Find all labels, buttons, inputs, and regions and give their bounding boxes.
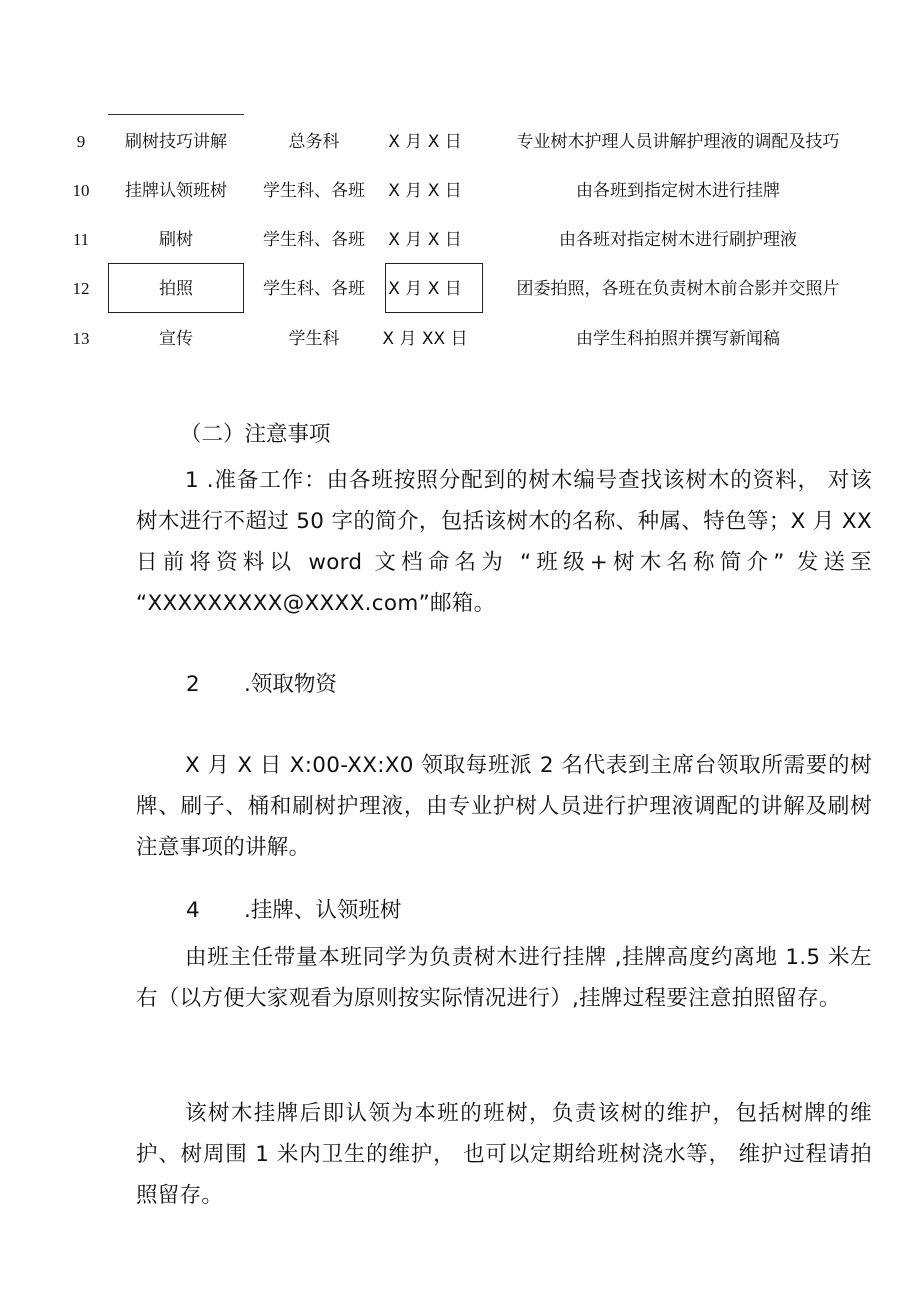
row-description: 由各班对指定树木进行刷护理液 [559, 230, 797, 250]
table-row [0, 324, 920, 354]
note-item-2-body: X 月 X 日 X:00-XX:X0 领取每班派 2 名代表到主席台领取所需要的树牌、刷子、桶和刷树护理液，由专业护树人员进行护理液调配的讲解及刷树注意事项的讲解。 [136, 753, 872, 860]
note-item-4-body: 由班主任带量本班同学为负责树木进行挂牌 ,挂牌高度约离地 1.5 米左右（以方便大家观看为原则按实际情况进行）,挂牌过程要注意拍照留存。 [136, 945, 872, 1011]
row-description: 专业树木护理人员讲解护理液的调配及技巧 [516, 132, 840, 152]
note-item-4-number: 4 [186, 898, 200, 923]
row-department: 学生科、各班 [263, 279, 365, 299]
table-top-rule [108, 114, 244, 115]
note-item-4-body-continued: 该树木挂牌后即认领为本班的班树，负责该树的维护，包括树牌的维护、树周围 1 米内卫生的维护， 也可以定期给班树浇水等， 维护过程请拍照留存。 [136, 1101, 872, 1208]
row-date: X 月 X 日 [388, 181, 462, 201]
note-item-2-title: .领取物资 [244, 672, 337, 697]
table-row [0, 225, 920, 255]
row-item: 宣传 [159, 329, 193, 349]
row-number: 9 [76, 132, 86, 151]
note-item-2-number: 2 [186, 672, 200, 697]
row-date: X 月 X 日 [388, 230, 462, 250]
row-date: X 月 X 日 [388, 279, 462, 299]
row-item: 挂牌认领班树 [125, 181, 227, 201]
section-heading: （二）注意事项 [180, 422, 331, 447]
row-number: 10 [72, 181, 90, 200]
row-description: 由各班到指定树木进行挂牌 [576, 181, 780, 201]
row-item: 拍照 [159, 279, 193, 299]
row-department: 学生科、各班 [263, 230, 365, 250]
row-date: X 月 XX 日 [382, 329, 468, 349]
note-item-4-title: .挂牌、认领班树 [244, 898, 402, 923]
table-row [0, 127, 920, 157]
row-number: 11 [72, 230, 90, 249]
row-department: 学生科、各班 [263, 181, 365, 201]
row-item: 刷树 [159, 230, 193, 250]
table-row [0, 176, 920, 206]
row-description: 由学生科拍照并撰写新闻稿 [576, 329, 780, 349]
note-item-1: 1 .准备工作：由各班按照分配到的树木编号查找该树木的资料， 对该树木进行不超过 50 字的简介，包括该树木的名称、种属、特色等；X 月 XX 日前将资料以 word 文档命名为 “班级+树木名称简介” 发送至 “XXXXXXXXX@XXXX.com”邮箱。 [136, 468, 872, 616]
row-item: 刷树技巧讲解 [125, 132, 227, 152]
row-description: 团委拍照，各班在负责树木前合影并交照片 [516, 279, 840, 299]
row-number: 12 [72, 279, 90, 298]
row-department: 学生科 [288, 329, 340, 349]
row-number: 13 [72, 329, 90, 348]
row-date: X 月 X 日 [388, 132, 462, 152]
table-row [0, 274, 920, 304]
row-department: 总务科 [288, 132, 340, 152]
